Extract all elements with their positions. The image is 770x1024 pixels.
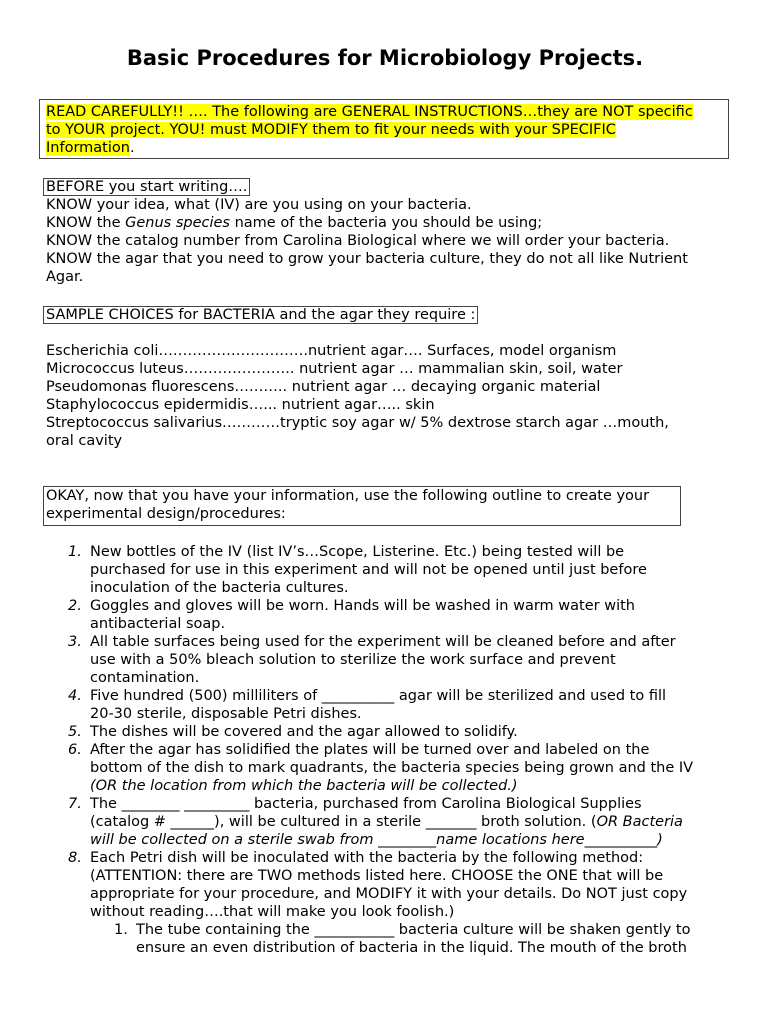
step-text: purchased for use in this experiment and will not be opened until just before xyxy=(90,562,647,578)
before-heading: BEFORE you start writing…. xyxy=(43,178,250,196)
substep-number: 1. xyxy=(114,922,128,938)
step-number: 3. xyxy=(68,634,82,650)
step-number: 5. xyxy=(68,724,82,740)
step-text: without reading….that will make you look foolish.) xyxy=(90,904,455,920)
step-text: The dishes will be covered and the agar allowed to solidify. xyxy=(90,724,518,740)
warning-period: . xyxy=(129,140,135,156)
step-text: 20-30 sterile, disposable Petri dishes. xyxy=(90,706,362,722)
step-number: 8. xyxy=(68,850,82,866)
page-title: Basic Procedures for Microbiology Projects. xyxy=(126,46,644,70)
step-text: All table surfaces being used for the experiment will be cleaned before and after xyxy=(90,634,676,650)
sample-row: Pseudomonas fluorescens……….. nutrient agar … decaying organic material xyxy=(46,379,601,395)
step-number: 7. xyxy=(68,796,82,812)
step-text-italic: (OR the location from which the bacteria will be collected.) xyxy=(90,778,518,794)
step-text: (ATTENTION: there are TWO methods listed here. CHOOSE the ONE that will be xyxy=(90,868,664,884)
warning-text: READ CAREFULLY!! …. The following are GENERAL INSTRUCTIONS…they are NOT specific xyxy=(46,104,693,120)
sample-row: Micrococcus luteus………………….. nutrient agar … mammalian skin, soil, water xyxy=(46,361,623,377)
know-genus-italic: Genus species xyxy=(125,215,230,231)
warning-text: Information xyxy=(46,140,130,156)
know-idea: KNOW your idea, what (IV) are you using on your bacteria. xyxy=(46,197,472,213)
okay-line-2: experimental design/procedures: xyxy=(46,506,286,522)
step-text: bottom of the dish to mark quadrants, the bacteria species being grown and the IV xyxy=(90,760,694,776)
substep-text: ensure an even distribution of bacteria in the liquid. The mouth of the broth xyxy=(136,940,687,956)
step-text: antibacterial soap. xyxy=(90,616,226,632)
warning-line xyxy=(46,103,693,121)
step-text-italic: OR Bacteria xyxy=(596,814,683,830)
warning-text: to YOUR project. YOU! must MODIFY them to fit your needs with your SPECIFIC xyxy=(46,122,616,138)
know-agar: KNOW the agar that you need to grow your bacteria culture, they do not all like Nutrient xyxy=(46,251,688,267)
step-text: Each Petri dish will be inoculated with the bacteria by the following method: xyxy=(90,850,644,866)
step-text: The ________ _________ bacteria, purchased from Carolina Biological Supplies xyxy=(90,796,642,812)
before-heading-line xyxy=(46,178,250,196)
step-text: New bottles of the IV (list IV’s…Scope, Listerine. Etc.) being tested will be xyxy=(90,544,625,560)
sample-row: Staphylococcus epidermidis…... nutrient agar….. skin xyxy=(46,397,435,413)
substep-text: The tube containing the ___________ bacteria culture will be shaken gently to xyxy=(136,922,691,938)
step-number: 6. xyxy=(68,742,82,758)
know-genus-line xyxy=(46,214,542,232)
sample-row: oral cavity xyxy=(46,433,123,449)
step-text: Five hundred (500) milliliters of __________ agar will be sterilized and used to fill xyxy=(90,688,667,704)
warning-line xyxy=(46,121,616,139)
step-number: 1. xyxy=(68,544,82,560)
step-text: inoculation of the bacteria cultures. xyxy=(90,580,349,596)
samples-heading-line xyxy=(46,306,478,324)
know-genus-c: name of the bacteria you should be using; xyxy=(229,215,543,231)
step-number: 4. xyxy=(68,688,82,704)
know-catalog: KNOW the catalog number from Carolina Biological where we will order your bacteria. xyxy=(46,233,670,249)
step-text-italic: will be collected on a sterile swab from ________name locations here__________) xyxy=(90,832,663,848)
step-text: After the agar has solidified the plates will be turned over and labeled on the xyxy=(90,742,650,758)
step-text: contamination. xyxy=(90,670,200,686)
sample-row: Escherichia coli………………………….nutrient agar…. Surfaces, model organism xyxy=(46,343,617,359)
step-number: 2. xyxy=(68,598,82,614)
know-agar-cont: Agar. xyxy=(46,269,84,285)
step-text: Goggles and gloves will be worn. Hands will be washed in warm water with xyxy=(90,598,635,614)
samples-heading: SAMPLE CHOICES for BACTERIA and the agar they require : xyxy=(43,306,478,324)
step-text: appropriate for your procedure, and MODIFY it with your details. Do NOT just copy xyxy=(90,886,688,902)
warning-line xyxy=(46,139,135,157)
sample-row: Streptococcus salivarius…………tryptic soy agar w/ 5% dextrose starch agar …mouth, xyxy=(46,415,669,431)
okay-line-1: OKAY, now that you have your information, use the following outline to create your xyxy=(46,488,650,504)
know-genus-a: KNOW the xyxy=(46,215,126,231)
step-text: (catalog # ______), will be cultured in a sterile _______ broth solution. ( xyxy=(90,814,597,830)
step-text-line xyxy=(90,813,683,831)
step-text: use with a 50% bleach solution to sterilize the work surface and prevent xyxy=(90,652,616,668)
